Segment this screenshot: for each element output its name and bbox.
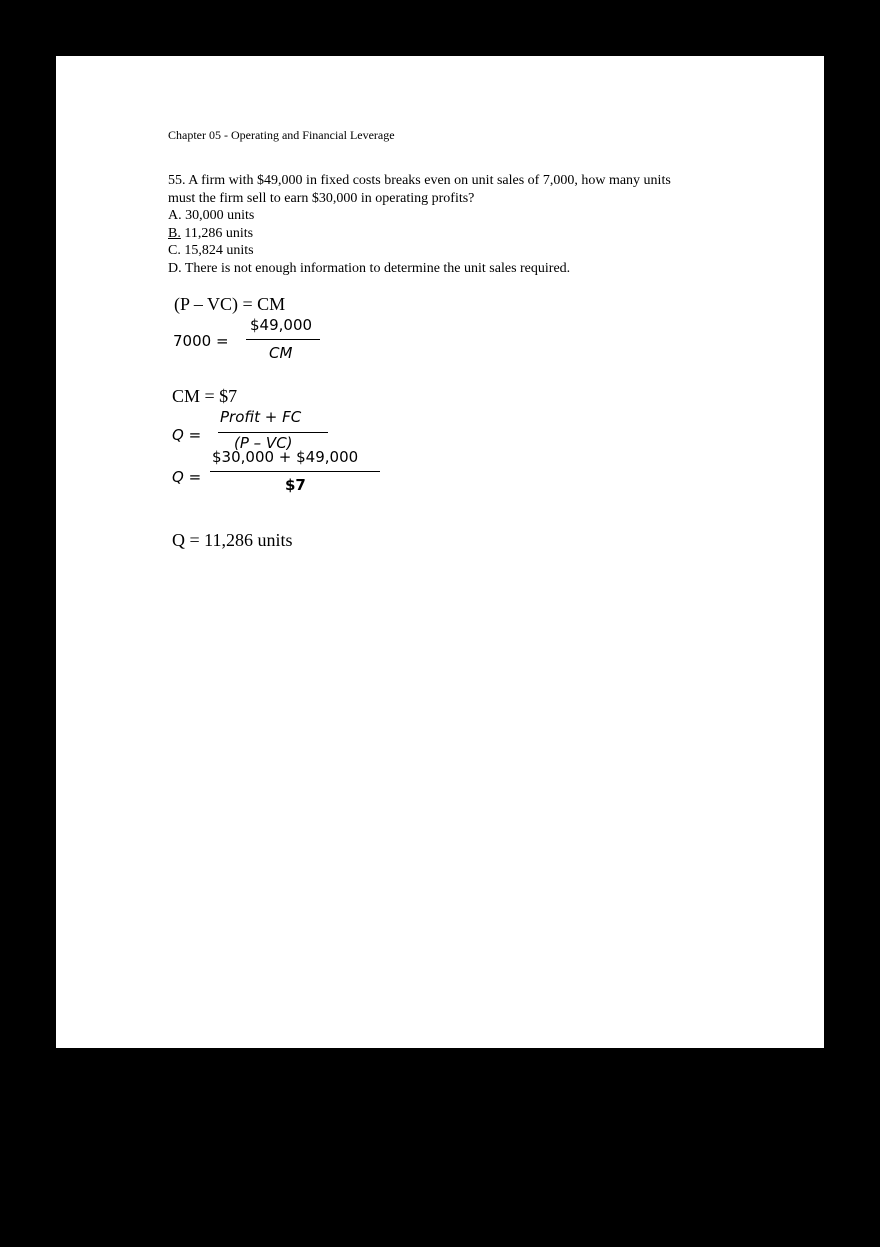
option-a: A. 30,000 units xyxy=(168,208,255,223)
equation-breakeven-left: 7000 = xyxy=(173,332,229,350)
equation-cm-value: CM = $7 xyxy=(172,386,238,406)
option-b-correct: B. 11,286 units xyxy=(168,225,254,241)
equation-q-values-left: Q = xyxy=(172,468,202,486)
equation-q-formula-left: Q = xyxy=(172,426,202,444)
option-d: D. There is not enough information to determine the unit sales required. xyxy=(168,260,571,276)
equation-q-formula-denominator: (P – VC) xyxy=(234,434,293,452)
fraction-bar xyxy=(210,471,380,472)
option-c: C. 15,824 units xyxy=(168,243,254,258)
equation-q-formula-numerator: Profit + FC xyxy=(220,408,302,426)
equation-cm-definition: (P – VC) = CM xyxy=(174,294,286,314)
solution-result: Q = 11,286 units xyxy=(172,530,293,550)
solution-image xyxy=(168,288,384,528)
chapter-header: Chapter 05 - Operating and Financial Leverage xyxy=(168,128,395,142)
question-block xyxy=(168,172,671,277)
fraction-bar xyxy=(246,339,320,340)
question-line-2: must the firm sell to earn $30,000 in operating profits? xyxy=(168,190,475,206)
question-line-1: 55. A firm with $49,000 in fixed costs breaks even on unit sales of 7,000, how many units xyxy=(168,173,671,188)
equation-q-values-numerator: $30,000 + $49,000 xyxy=(212,448,359,466)
equation-q-values-denominator: $7 xyxy=(285,476,306,494)
equation-breakeven-denominator: CM xyxy=(269,344,293,362)
fraction-bar xyxy=(218,432,328,433)
equation-breakeven-numerator: $49,000 xyxy=(250,316,313,334)
document-page xyxy=(56,56,824,1048)
